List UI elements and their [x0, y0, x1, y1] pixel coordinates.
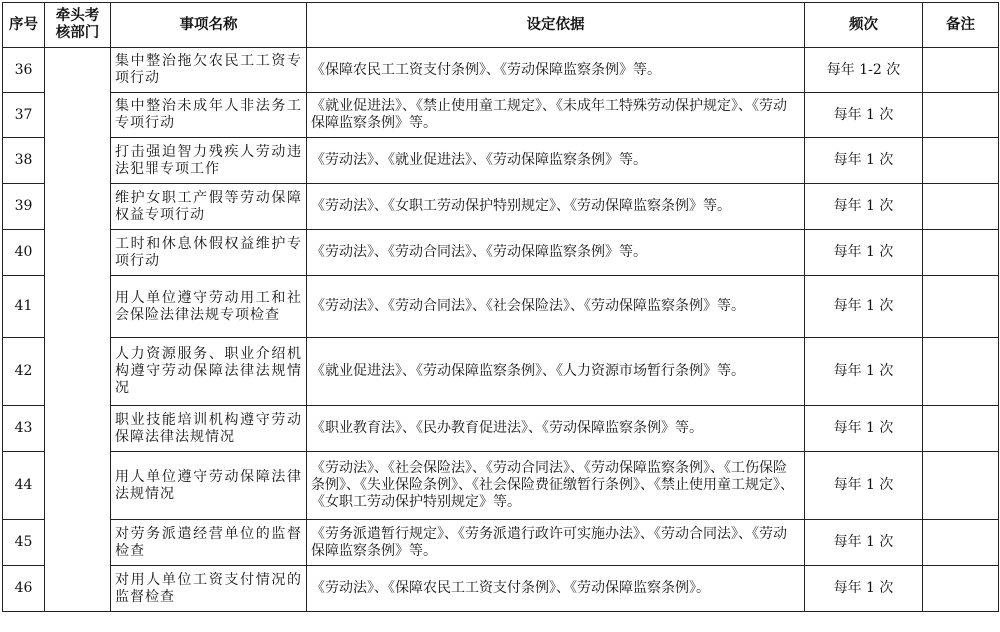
cell-freq: 每年 1 次	[805, 93, 923, 138]
header-row	[3, 3, 999, 48]
cell-dept-merged	[45, 48, 111, 612]
cell-freq: 每年 1 次	[805, 184, 923, 230]
cell-name: 集中整治拖欠农民工工资专项行动	[111, 48, 307, 93]
cell-no: 40	[3, 230, 45, 276]
cell-freq: 每年 1 次	[805, 276, 923, 338]
table-row	[3, 138, 999, 184]
cell-freq: 每年 1 次	[805, 566, 923, 612]
cell-basis: 《劳动法》、《社会保险法》、《劳动合同法》、《劳动保障监察条例》、《工伤保险条例》、《失业保险条例》、《社会保险费征缴暂行条例》、《禁止使用童工规定》、《女职工劳动保护特别规定》等。	[307, 452, 805, 520]
cell-note	[923, 138, 999, 184]
cell-name: 对用人单位工资支付情况的监督检查	[111, 566, 307, 612]
cell-no: 46	[3, 566, 45, 612]
cell-basis: 《职业教育法》、《民办教育促进法》、《劳动保障监察条例》等。	[307, 406, 805, 452]
table-row	[3, 520, 999, 566]
cell-freq: 每年 1 次	[805, 452, 923, 520]
cell-name: 用人单位遵守劳动保障法律法规情况	[111, 452, 307, 520]
cell-note	[923, 452, 999, 520]
header-no: 序号	[3, 3, 45, 48]
cell-no: 39	[3, 184, 45, 230]
cell-name: 人力资源服务、职业介绍机构遵守劳动保障法律法规情况	[111, 338, 307, 406]
cell-no: 36	[3, 48, 45, 93]
header-name: 事项名称	[111, 3, 307, 48]
cell-no: 45	[3, 520, 45, 566]
cell-basis: 《劳动法》、《劳动合同法》、《社会保险法》、《劳动保障监察条例》等。	[307, 276, 805, 338]
cell-note	[923, 230, 999, 276]
table-row	[3, 93, 999, 138]
cell-basis: 《劳动法》、《保障农民工工资支付条例》、《劳动保障监察条例》。	[307, 566, 805, 612]
cell-basis: 《就业促进法》、《劳动保障监察条例》、《人力资源市场暂行条例》等。	[307, 338, 805, 406]
cell-freq: 每年 1 次	[805, 138, 923, 184]
cell-name: 集中整治未成年人非法务工专项行动	[111, 93, 307, 138]
table-row	[3, 338, 999, 406]
cell-note	[923, 338, 999, 406]
cell-no: 42	[3, 338, 45, 406]
cell-name: 工时和休息休假权益维护专项行动	[111, 230, 307, 276]
table-row	[3, 184, 999, 230]
cell-basis: 《就业促进法》、《禁止使用童工规定》、《未成年工特殊劳动保护规定》、《劳动保障监察条例》等。	[307, 93, 805, 138]
table-row	[3, 566, 999, 612]
cell-name: 维护女职工产假等劳动保障权益专项行动	[111, 184, 307, 230]
header-dept: 牵头考核部门	[45, 3, 111, 48]
header-basis: 设定依据	[307, 3, 805, 48]
cell-note	[923, 276, 999, 338]
cell-name: 职业技能培训机构遵守劳动保障法律法规情况	[111, 406, 307, 452]
regulation-table	[2, 2, 999, 612]
cell-freq: 每年 1 次	[805, 406, 923, 452]
cell-basis: 《保障农民工工资支付条例》、《劳动保障监察条例》等。	[307, 48, 805, 93]
cell-note	[923, 520, 999, 566]
cell-no: 38	[3, 138, 45, 184]
table-row	[3, 48, 999, 93]
header-freq: 频次	[805, 3, 923, 48]
table-row	[3, 452, 999, 520]
cell-basis: 《劳动法》、《劳动合同法》、《劳动保障监察条例》等。	[307, 230, 805, 276]
cell-no: 44	[3, 452, 45, 520]
cell-name: 用人单位遵守劳动用工和社会保险法律法规专项检查	[111, 276, 307, 338]
table-row	[3, 230, 999, 276]
cell-note	[923, 184, 999, 230]
cell-note	[923, 566, 999, 612]
cell-no: 43	[3, 406, 45, 452]
cell-no: 37	[3, 93, 45, 138]
cell-no: 41	[3, 276, 45, 338]
cell-basis: 《劳务派遣暂行规定》、《劳务派遣行政许可实施办法》、《劳动合同法》、《劳动保障监察条例》等。	[307, 520, 805, 566]
table-row	[3, 406, 999, 452]
cell-freq: 每年 1 次	[805, 338, 923, 406]
table-row	[3, 276, 999, 338]
cell-basis: 《劳动法》、《女职工劳动保护特别规定》、《劳动保障监察条例》等。	[307, 184, 805, 230]
cell-name: 打击强迫智力残疾人劳动违法犯罪专项工作	[111, 138, 307, 184]
header-note: 备注	[923, 3, 999, 48]
cell-note	[923, 48, 999, 93]
cell-name: 对劳务派遣经营单位的监督检查	[111, 520, 307, 566]
cell-note	[923, 93, 999, 138]
cell-note	[923, 406, 999, 452]
cell-freq: 每年 1 次	[805, 230, 923, 276]
cell-basis: 《劳动法》、《就业促进法》、《劳动保障监察条例》等。	[307, 138, 805, 184]
cell-freq: 每年 1-2 次	[805, 48, 923, 93]
cell-freq: 每年 1 次	[805, 520, 923, 566]
